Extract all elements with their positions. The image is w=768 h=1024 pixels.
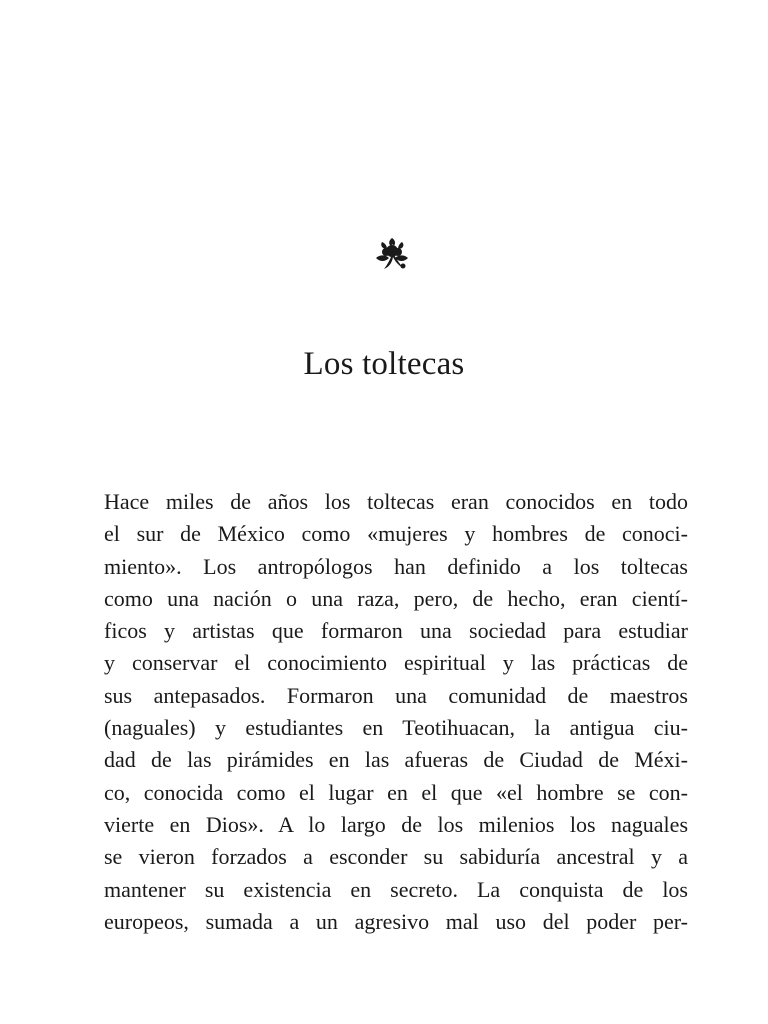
body-line: sus antepasados. Formaron una comunidad de maestros bbox=[104, 682, 688, 708]
body-line: co, conocida como el lugar en el que «el hombre se con- bbox=[104, 779, 688, 805]
body-line: dad de las pirámides en las afueras de Ciudad de Méxi- bbox=[104, 747, 688, 773]
body-line: ficos y artistas que formaron una sociedad para estudiar bbox=[104, 618, 688, 644]
body-line: vierte en Dios». A lo largo de los milenios los naguales bbox=[104, 811, 688, 837]
body-text bbox=[104, 486, 688, 938]
flower-ornament-icon bbox=[372, 236, 412, 272]
body-line: y conservar el conocimiento espiritual y las prácticas de bbox=[104, 650, 688, 676]
body-line: Hace miles de años los toltecas eran conocidos en todo bbox=[104, 489, 688, 514]
body-line: el sur de México como «mujeres y hombres de conoci- bbox=[104, 521, 688, 547]
body-line: miento». Los antropólogos han definido a los toltecas bbox=[104, 553, 688, 579]
body-line: mantener su existencia en secreto. La conquista de los bbox=[104, 876, 688, 902]
chapter-title: Los toltecas bbox=[303, 346, 465, 382]
body-line: europeos, sumada a un agresivo mal uso del poder per- bbox=[104, 908, 688, 934]
body-line: como una nación o una raza, pero, de hecho, eran cientí- bbox=[104, 585, 688, 611]
body-line: (naguales) y estudiantes en Teotihuacan, la antigua ciu- bbox=[104, 715, 688, 741]
body-line: se vieron forzados a esconder su sabiduría ancestral y a bbox=[104, 844, 688, 870]
